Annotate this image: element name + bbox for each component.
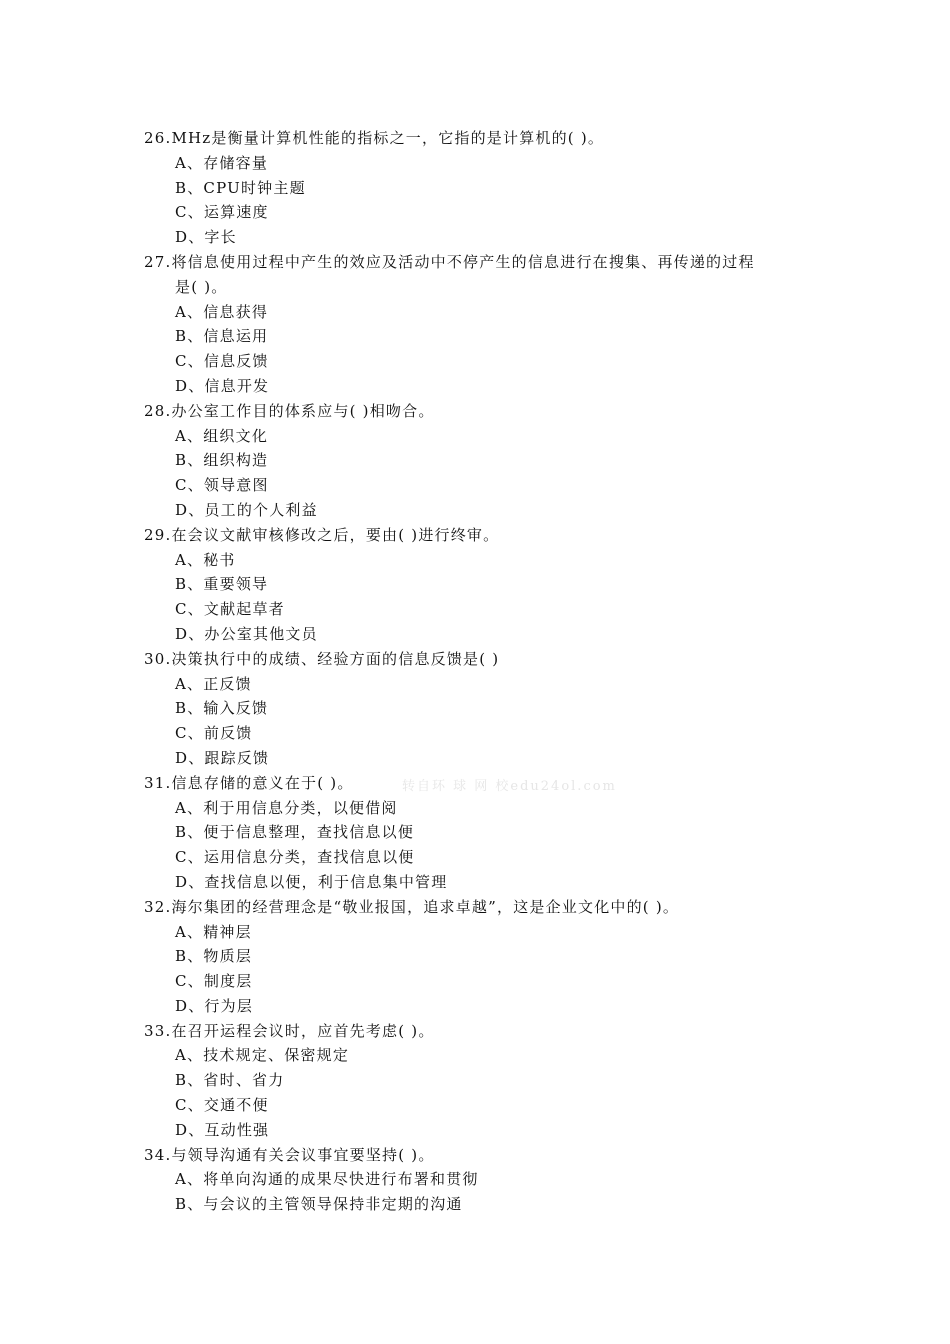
answer-option: B、输入反馈 [175,699,269,718]
question-stem: 30.决策执行中的成绩、经验方面的信息反馈是( ) [144,649,500,668]
answer-option: A、利于用信息分类，以便借阅 [175,798,398,817]
answer-option: D、跟踪反馈 [175,748,270,767]
answer-option: A、精神层 [175,922,252,941]
answer-option: D、办公室其他文员 [175,624,318,643]
question-stem: 31.信息存储的意义在于( )。 [144,773,354,792]
answer-option: C、制度层 [175,972,253,991]
exam-page [0,126,950,1217]
answer-option: A、组织文化 [175,426,269,445]
answer-option: D、员工的个人利益 [175,500,318,519]
answer-option: A、将单向沟通的成果尽快进行布署和贯彻 [175,1170,479,1189]
answer-option: B、组织构造 [175,451,269,470]
answer-option: D、行为层 [175,996,254,1015]
answer-option: A、正反馈 [175,674,252,693]
answer-option: B、与会议的主管领导保持非定期的沟通 [175,1195,463,1214]
answer-option: A、信息获得 [175,302,269,321]
answer-option: B、省时、省力 [175,1071,285,1090]
answer-option: B、便于信息整理，查找信息以便 [175,823,415,842]
answer-option: B、信息运用 [175,327,269,346]
question-stem: 28.办公室工作目的体系应与( )相吻合。 [144,401,435,420]
answer-option: A、存储容量 [175,153,269,172]
answer-option: C、领导意图 [175,476,269,495]
answer-option: D、互动性强 [175,1120,270,1139]
answer-option: C、前反馈 [175,724,253,743]
question-stem: 是( )。 [175,277,228,296]
question-stem: 29.在会议文献审核修改之后，要由( )进行终审。 [144,525,500,544]
answer-option: A、秘书 [175,550,236,569]
question-stem: 33.在召开运程会议时，应首先考虑( )。 [144,1021,435,1040]
answer-option: B、物质层 [175,947,253,966]
answer-option: B、CPU时钟主题 [175,178,306,197]
question-stem: 27.将信息使用过程中产生的效应及活动中不停产生的信息进行在搜集、再传递的过程 [144,252,755,271]
question-stem: 32.海尔集团的经营理念是“敬业报国，追求卓越”，这是企业文化中的( )。 [144,897,680,916]
answer-option: D、字长 [175,228,237,247]
watermark-text: 转自环 球 网 校edu24ol.com [402,779,617,794]
answer-option: C、运用信息分类，查找信息以便 [175,848,415,867]
answer-option: C、文献起草者 [175,600,285,619]
answer-option: C、运算速度 [175,203,269,222]
answer-option: B、重要领导 [175,575,269,594]
answer-option: D、查找信息以便，利于信息集中管理 [175,872,448,891]
answer-option: C、信息反馈 [175,352,269,371]
answer-option: C、交通不便 [175,1096,269,1115]
question-stem: 26.MHz是衡量计算机性能的指标之一，它指的是计算机的( )。 [144,129,605,147]
answer-option: D、信息开发 [175,376,270,395]
question-stem: 34.与领导沟通有关会议事宜要坚持( )。 [144,1145,435,1164]
answer-option: A、技术规定、保密规定 [175,1046,350,1065]
